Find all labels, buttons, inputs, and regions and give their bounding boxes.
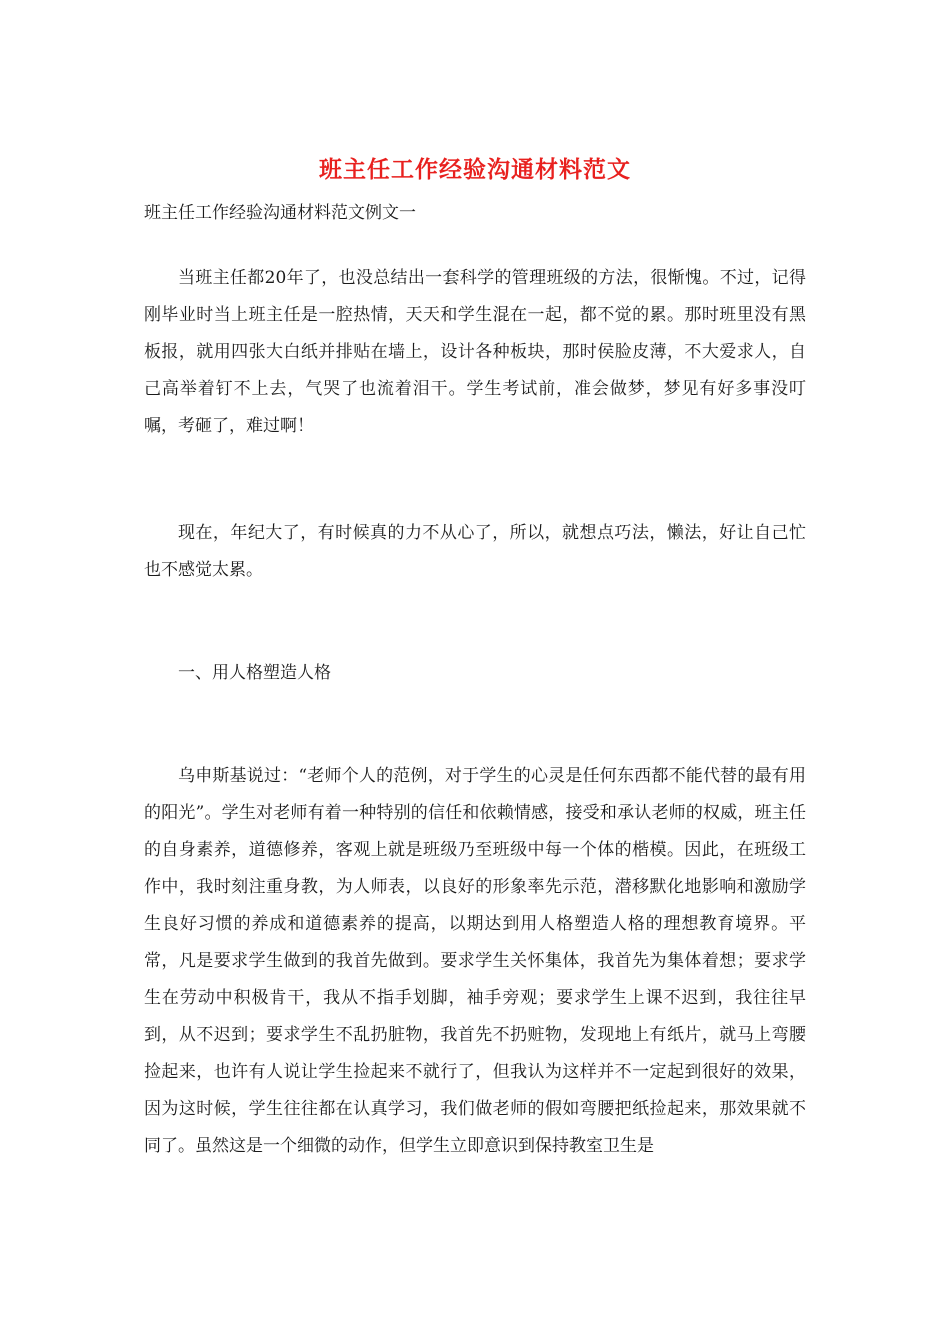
document-subtitle: 班主任工作经验沟通材料范文例文一 <box>144 203 416 223</box>
paragraph-now: 现在，年纪大了，有时候真的力不从心了，所以，就想点巧法，懒法，好让自己忙也不感觉太累。 <box>144 523 806 580</box>
section-heading: 一、用人格塑造人格 <box>178 663 331 683</box>
paragraph-body: 乌申斯基说过：“老师个人的范例，对于学生的心灵是任何东西都不能代替的最有用的阳光”。学生对老师有着一种特别的信任和依赖情感，接受和承认老师的权威，班主任的自身素养，道德修养，客观上就是班级乃至班级中每一个体的楷模。因此，在班级工作中，我时刻注重身教，为人师表，以良好的形象率先示范，潜移默化地影响和激励学生良好习惯的养成和道德素养的提高，以期达到用人格塑造人格的理想教育境界。平常，凡是要求学生做到的我首先做到。要求学生关怀集体，我首先为集体着想；要求学生在劳动中积极肯干，我从不指手划脚，袖手旁观；要求学生上课不迟到，我往往早到，从不迟到；要求学生不乱扔脏物，我首先不扔赃物，发现地上有纸片，就马上弯腰捡起来，也许有人说让学生捡起来不就行了，但我认为这样并不一定起到很好的效果，因为这时候，学生往往都在认真学习，我们做老师的假如弯腰把纸捡起来，那效果就不同了。虽然这是一个细微的动作，但学生立即意识到保持教室卫生是 <box>144 766 806 1156</box>
document-title: 班主任工作经验沟通材料范文 <box>319 156 631 183</box>
paragraph-intro: 当班主任都20年了，也没总结出一套科学的管理班级的方法，很惭愧。不过，记得刚毕业时当上班主任是一腔热情，天天和学生混在一起，都不觉的累。那时班里没有黑板报，就用四张大白纸并排贴在墙上，设计各种板块，那时侯脸皮薄，不大爱求人，自己高举着钉不上去，气哭了也流着泪干。学生考试前，准会做梦，梦见有好多事没叮嘱，考砸了，难过啊！ <box>144 268 806 436</box>
